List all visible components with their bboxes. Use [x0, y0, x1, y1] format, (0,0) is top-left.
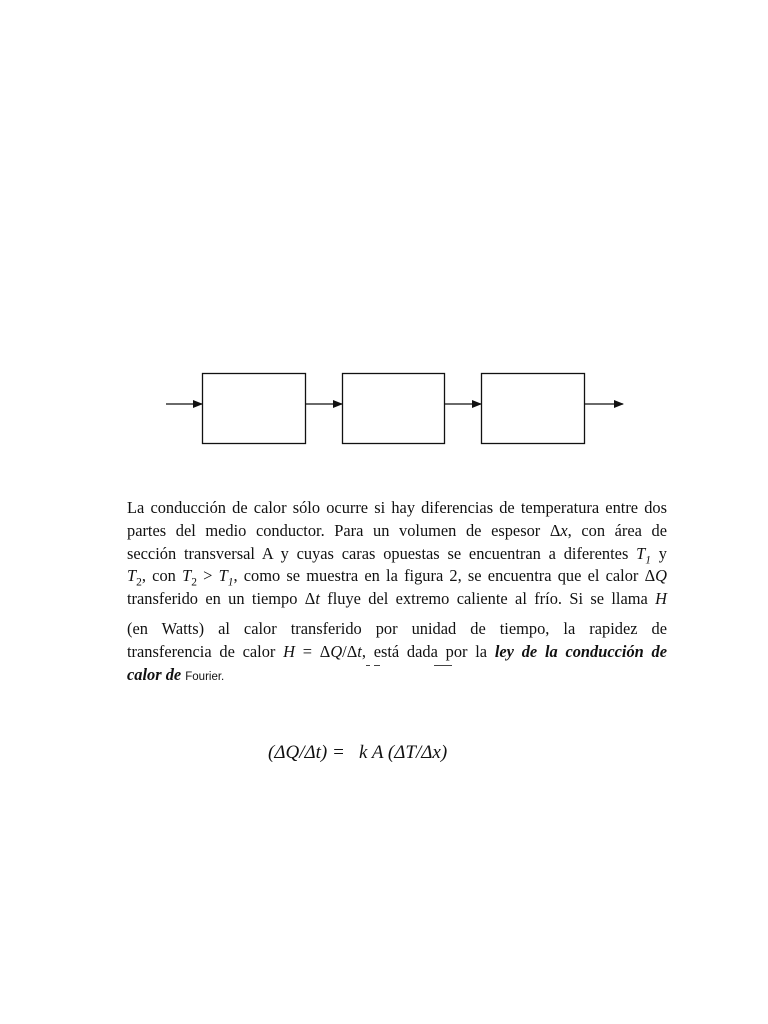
text-segment: x — [560, 520, 568, 540]
text-segment: transferido en un tiempo Δ — [127, 589, 316, 609]
fourier-equation: (ΔQ/Δt) = k A (ΔT/Δx) — [268, 742, 448, 763]
text-segment: T — [182, 566, 192, 586]
text-segment: 2 — [136, 576, 142, 589]
text-segment: > — [196, 566, 219, 586]
paragraph-line — [127, 618, 667, 641]
text-segment: T — [636, 543, 646, 563]
block-1 — [203, 374, 306, 444]
text-segment: fluye del extremo caliente al frío. Si se llama — [319, 589, 656, 609]
text-segment: 2 — [191, 576, 197, 589]
text-segment: T — [127, 566, 137, 586]
block-2 — [343, 374, 445, 444]
text-segment: transferencia de calor — [127, 641, 284, 661]
text-segment: y — [651, 543, 668, 563]
text-segment: , está dada por la — [361, 641, 495, 661]
paragraph-line — [127, 588, 667, 611]
text-segment: Fourier. — [185, 670, 225, 683]
block-3 — [482, 374, 585, 444]
text-segment: sección transversal A y cuyas caras opuestas se encuentran a diferentes — [127, 543, 637, 563]
text-segment: /Δ — [342, 641, 358, 661]
paragraph-line — [127, 641, 667, 664]
text-segment: , como se muestra en la figura 2, se encuentra que el calor Δ — [233, 566, 656, 586]
text-segment: Q — [655, 566, 667, 586]
cutoff-text-remnant — [360, 663, 480, 669]
text-segment: 1 — [645, 553, 651, 566]
text-segment: (en Watts) al calor transferido por unidad de tiempo, la rapidez de — [127, 618, 667, 638]
text-segment: ley de la conducción de — [494, 641, 668, 661]
text-segment: partes del medio conductor. Para un volumen de espesor Δ — [127, 520, 561, 540]
text-segment: H — [655, 589, 667, 609]
text-segment: t — [315, 589, 320, 609]
text-segment: = Δ — [295, 641, 331, 661]
text-segment: 1 — [227, 576, 234, 589]
paragraph-line — [127, 497, 667, 520]
text-segment: T — [218, 566, 228, 586]
text-segment: calor de — [127, 664, 186, 684]
text-segment: H — [283, 641, 295, 661]
text-segment: t — [357, 641, 362, 661]
paragraph-line — [127, 565, 667, 588]
paragraph-line — [127, 543, 667, 566]
text-segment: Q — [330, 641, 343, 661]
text-segment: , con área de — [567, 520, 667, 540]
heat-conduction-paragraph — [127, 497, 667, 688]
paragraph-line — [127, 520, 667, 543]
text-segment: La conducción de calor sólo ocurre si hay diferencias de temperatura entre dos — [127, 498, 667, 517]
text-segment: , con — [141, 566, 183, 586]
